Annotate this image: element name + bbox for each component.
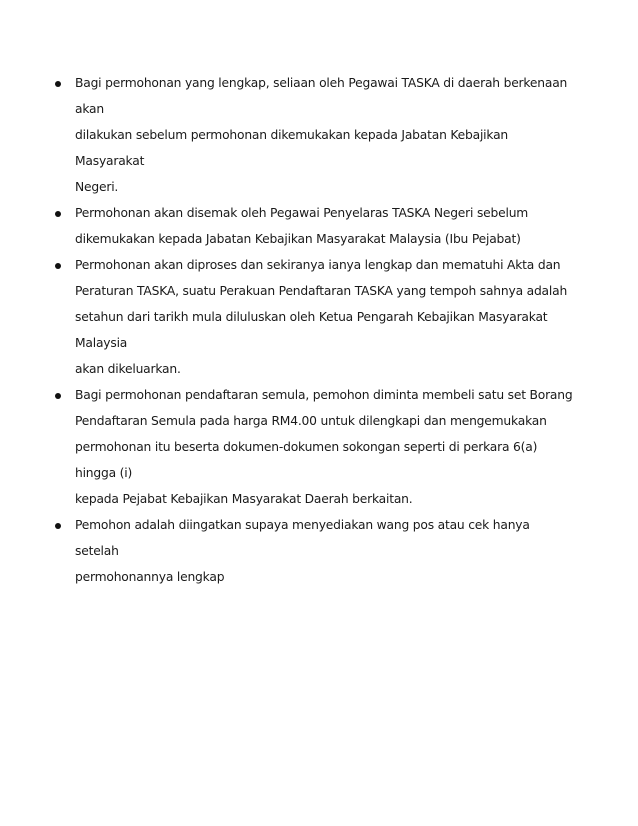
- bullet-text-line: Bagi permohonan yang lengkap, seliaan oleh Pegawai TASKA di daerah berkenaan akan: [75, 76, 568, 116]
- bullet-text-line: Peraturan TASKA, suatu Perakuan Pendaftaran TASKA yang tempoh sahnya adalah: [75, 284, 568, 298]
- bullet-text-line: Negeri.: [75, 180, 119, 194]
- bullet-text-line: kepada Pejabat Kebajikan Masyarakat Daerah berkaitan.: [75, 492, 413, 506]
- bullet-item: [55, 512, 575, 590]
- bullet-text-line: permohonan itu beserta dokumen-dokumen sokongan seperti di perkara 6(a) hingga (i): [75, 440, 538, 480]
- bullet-text-line: Pendaftaran Semula pada harga RM4.00 untuk dilengkapi dan mengemukakan: [75, 414, 547, 428]
- bullet-text-line: permohonannya lengkap: [75, 570, 225, 584]
- bullet-text-line: Pemohon adalah diingatkan supaya menyediakan wang pos atau cek hanya setelah: [75, 518, 530, 558]
- bullet-point-icon: [55, 211, 61, 217]
- bullet-item: [55, 252, 575, 382]
- bullet-point-icon: [55, 393, 61, 399]
- bullet-text-line: dikemukakan kepada Jabatan Kebajikan Masyarakat Malaysia (Ibu Pejabat): [75, 232, 521, 246]
- bullet-text-line: dilakukan sebelum permohonan dikemukakan kepada Jabatan Kebajikan Masyarakat: [75, 128, 509, 168]
- bullet-point-icon: [55, 263, 61, 269]
- bullet-text-line: setahun dari tarikh mula diluluskan oleh Ketua Pengarah Kebajikan Masyarakat Malaysia: [75, 310, 548, 350]
- bullet-point-icon: [55, 81, 61, 87]
- bullet-text-line: akan dikeluarkan.: [75, 362, 181, 376]
- bullet-point-icon: [55, 523, 61, 529]
- bullet-list: [55, 70, 575, 590]
- bullet-item: [55, 200, 575, 252]
- bullet-text-line: Permohonan akan disemak oleh Pegawai Penyelaras TASKA Negeri sebelum: [75, 206, 529, 220]
- bullet-text-line: Bagi permohonan pendaftaran semula, pemohon diminta membeli satu set Borang: [75, 388, 573, 402]
- bullet-item: [55, 70, 575, 200]
- bullet-text-line: Permohonan akan diproses dan sekiranya ianya lengkap dan mematuhi Akta dan: [75, 258, 561, 272]
- bullet-item: [55, 382, 575, 512]
